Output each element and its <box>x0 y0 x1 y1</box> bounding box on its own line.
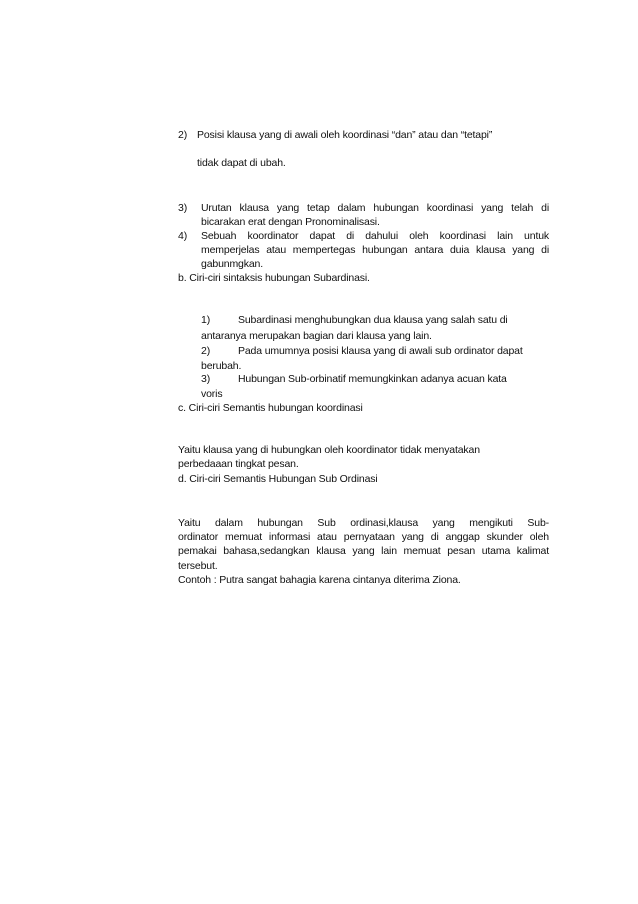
paragraph-line: perbedaaan tingkat pesan. <box>178 458 299 470</box>
list-number: 3) <box>178 202 188 214</box>
list-item-text: tidak dapat di ubah. <box>197 157 286 169</box>
list-item-text: berubah. <box>201 360 242 372</box>
list-item-text: Hubungan Sub-orbinatif memungkinkan adanya acuan kata <box>238 373 507 385</box>
paragraph-line: pemakai bahasa,sedangkan klausa yang lain memuat pesan utama kalimat <box>178 545 549 557</box>
section-heading: b. Ciri-ciri sintaksis hubungan Subardinasi. <box>178 272 370 284</box>
list-number: 1) <box>201 314 211 326</box>
section-heading: d. Ciri-ciri Semantis Hubungan Sub Ordinasi <box>178 473 378 485</box>
list-number: 4) <box>178 230 188 242</box>
list-item-text: Pada umumnya posisi klausa yang di awali sub ordinator dapat <box>238 345 523 357</box>
list-item-text: Sebuah koordinator dapat di dahului oleh koordinasi lain untuk <box>201 230 549 242</box>
section-heading: c. Ciri-ciri Semantis hubungan koordinasi <box>178 402 363 414</box>
paragraph-line: ordinator memuat informasi atau pernyataan yang di anggap skunder oleh <box>178 531 549 543</box>
list-item-text: antaranya merupakan bagian dari klausa yang lain. <box>201 330 432 342</box>
paragraph-line: tersebut. <box>178 560 218 572</box>
example-line: Contoh : Putra sangat bahagia karena cintanya diterima Ziona. <box>178 574 461 586</box>
list-number: 2) <box>178 129 188 141</box>
list-item-text: Posisi klausa yang di awali oleh koordinasi “dan” atau dan “tetapi” <box>197 129 493 141</box>
list-item-text: memperjelas atau mempertegas hubungan antara duia klausa yang di <box>201 244 549 256</box>
list-number: 3) <box>201 373 211 385</box>
paragraph-line: Yaitu dalam hubungan Sub ordinasi,klausa yang mengikuti Sub- <box>178 517 549 529</box>
paragraph-line: Yaitu klausa yang di hubungkan oleh koordinator tidak menyatakan <box>178 444 480 456</box>
list-item-text: voris <box>201 388 223 400</box>
list-item-text: bicarakan erat dengan Pronominalisasi. <box>201 216 380 228</box>
list-item-text: gabunmgkan. <box>201 258 263 270</box>
list-number: 2) <box>201 345 211 357</box>
list-item-text: Urutan klausa yang tetap dalam hubungan koordinasi yang telah di <box>201 202 549 214</box>
list-item-text: Subardinasi menghubungkan dua klausa yang salah satu di <box>238 314 508 326</box>
